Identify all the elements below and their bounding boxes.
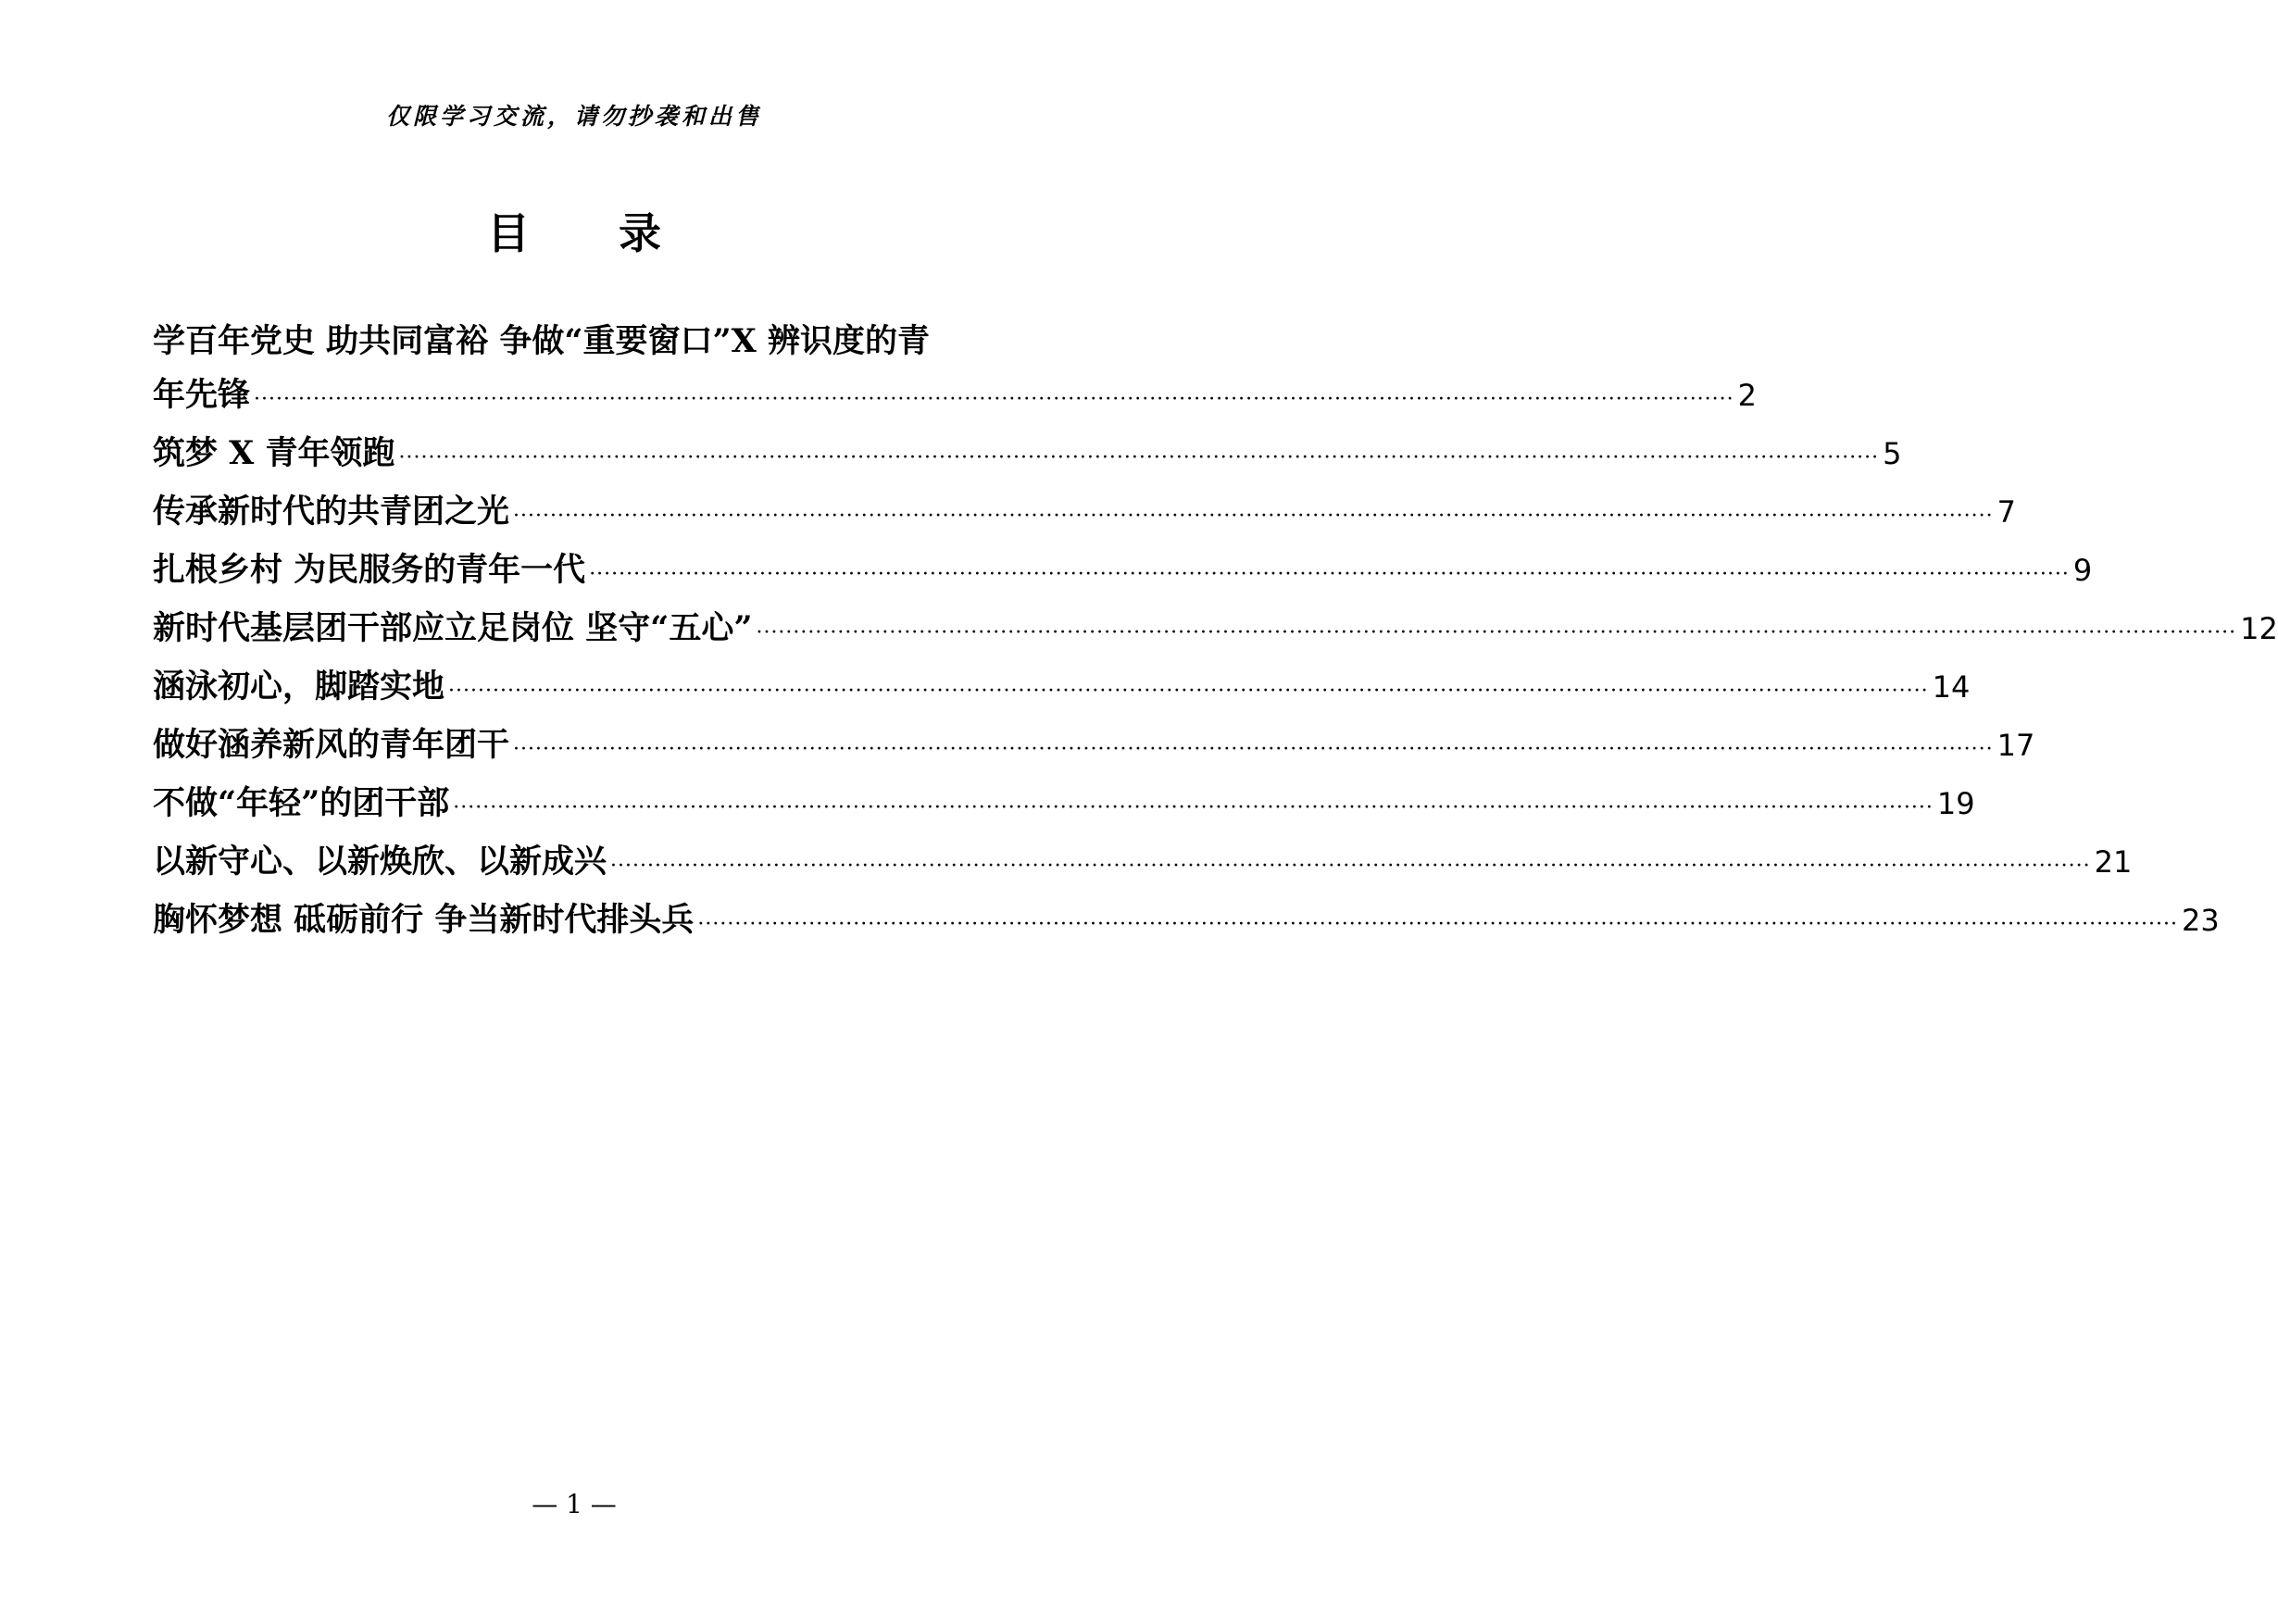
dot-leader: ········································································································································································································	[254, 388, 1734, 411]
toc-entry[interactable]	[153, 718, 2035, 777]
table-of-contents	[153, 315, 2278, 952]
dot-leader: ········································································································································································································	[448, 680, 1929, 703]
toc-entry-title: 不做“年轻”的团干部	[153, 784, 450, 822]
toc-entry-page: 19	[1936, 786, 1975, 821]
toc-entry[interactable]	[153, 777, 1975, 835]
toc-entry[interactable]	[153, 485, 2017, 543]
toc-entry-page: 7	[1996, 494, 2017, 530]
toc-title: 目 录	[486, 208, 698, 258]
toc-entry-title: 涵泳初心，脚踏实地	[153, 668, 445, 706]
toc-entry[interactable]	[153, 315, 1758, 427]
toc-entry-page: 2	[1737, 378, 1758, 413]
toc-entry-page: 17	[1996, 728, 2035, 763]
dot-leader: ········································································································································································································	[610, 855, 2091, 878]
dot-leader: ········································································································································································································	[398, 446, 1880, 469]
dot-leader: ········································································································································································································	[513, 505, 1994, 528]
toc-entry-title: 以新守心、以新焕欣、以新成兴	[153, 843, 607, 881]
toc-entry-title-first-line: 学百年党史 助共同富裕 争做“重要窗口”X 辨识度的青	[153, 322, 930, 360]
dot-leader: ········································································································································································································	[697, 913, 2179, 936]
toc-entry-page: 14	[1932, 669, 1971, 705]
toc-entry-title: 传承新时代的共青团之光	[153, 493, 510, 531]
toc-entry[interactable]	[153, 893, 2220, 952]
toc-entry[interactable]	[153, 427, 1902, 485]
toc-entry-title: 扎根乡村 为民服务的青年一代	[153, 551, 586, 589]
toc-entry-page: 12	[2240, 611, 2278, 646]
toc-entry-title: 做好涵养新风的青年团干	[153, 726, 510, 764]
toc-entry-page: 23	[2182, 903, 2220, 938]
toc-entry-title: 新时代基层团干部应立足岗位 坚守“五心”	[153, 609, 753, 647]
toc-entry[interactable]	[153, 543, 2093, 602]
toc-entry[interactable]	[153, 602, 2278, 660]
dot-leader: ········································································································································································································	[513, 738, 1994, 761]
dot-leader: ········································································································································································································	[453, 796, 1934, 819]
toc-entry-title: 年先锋	[153, 376, 251, 414]
toc-entry-page: 21	[2094, 844, 2133, 880]
toc-entry-page: 5	[1883, 436, 1902, 471]
toc-entry[interactable]	[153, 660, 1971, 718]
toc-entry-title: 筑梦 X 青年领跑	[153, 434, 395, 472]
toc-entry-page: 9	[2072, 553, 2093, 588]
toc-entry-title: 胸怀梦想 砥砺前行 争当新时代排头兵	[153, 901, 695, 939]
page-number-footer: — 1 —	[532, 1489, 617, 1519]
header-note: 仅限学习交流，请勿抄袭和出售	[385, 103, 762, 130]
toc-entry[interactable]	[153, 835, 2133, 893]
dot-leader: ········································································································································································································	[589, 563, 2070, 586]
dot-leader: ········································································································································································································	[756, 621, 2237, 644]
